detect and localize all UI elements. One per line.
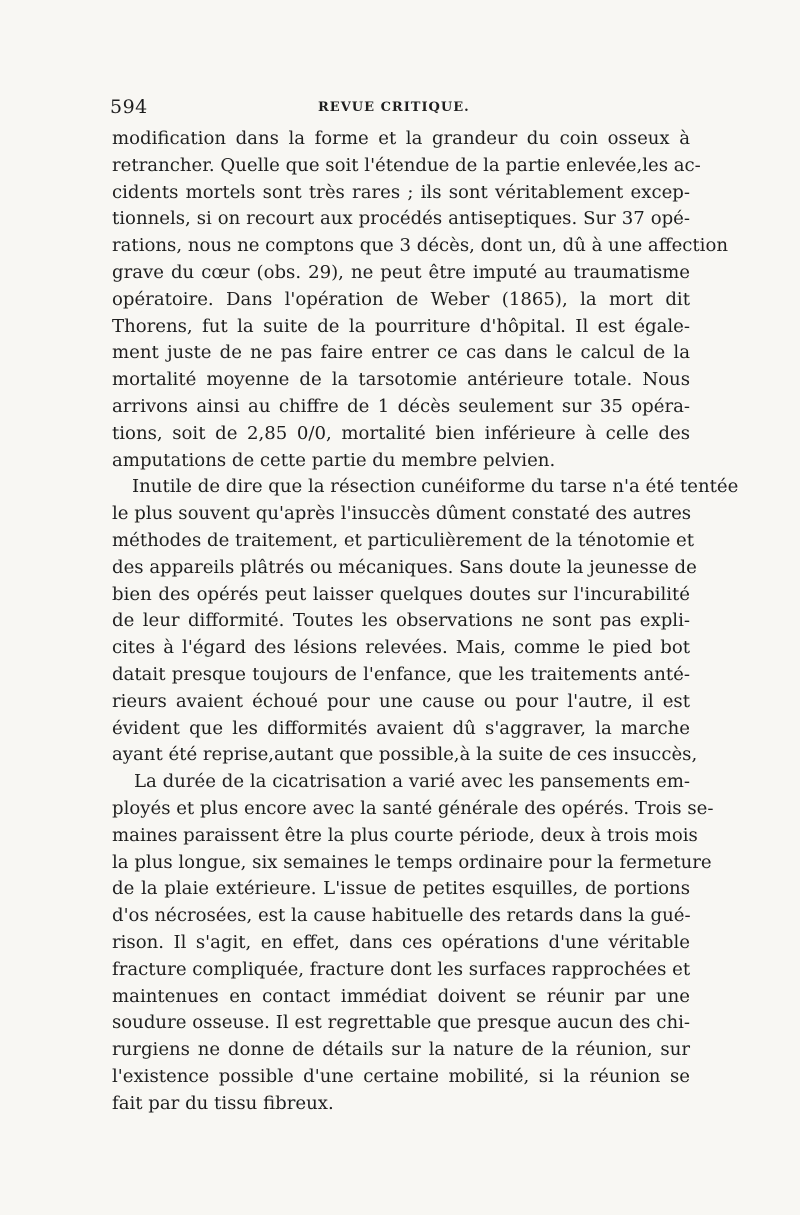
paragraph-2 [112, 474, 739, 769]
text-line: l'existence possible d'une certaine mobilité, si la réunion se [112, 1065, 690, 1087]
text-line: modification dans la forme et la grandeur du coin osseux à [112, 128, 690, 149]
text-line: le plus souvent qu'après l'insuccès dûment constaté des autres [112, 503, 692, 525]
text-line: maines paraissent être la plus courte période, deux à trois mois [112, 824, 698, 846]
text-line: des appareils plâtrés ou mécaniques. Sans doute la jeunesse de [112, 556, 697, 578]
text-line: ayant été reprise,autant que possible,à la suite de ces insuccès, [112, 744, 698, 766]
text-line: rison. Il s'agit, en effet, dans ces opérations d'une véritable [112, 931, 690, 953]
text-line: datait presque toujours de l'enfance, que les traitements anté- [112, 663, 690, 685]
text-line: ment juste de ne pas faire entrer ce cas dans le calcul de la [112, 342, 690, 364]
text-line: Thorens, fut la suite de la pourriture d'hôpital. Il est égale- [112, 315, 690, 337]
text-line: grave du cœur (obs. 29), ne peut être imputé au traumatisme [112, 261, 690, 283]
page-number: 594 [110, 96, 148, 118]
text-line: opératoire. Dans l'opération de Weber (1865), la mort dit [112, 288, 690, 310]
body-text [112, 126, 739, 1117]
text-line: évident que les difformités avaient dû s'aggraver, la marche [112, 717, 690, 739]
text-line: Inutile de dire que la résection cunéiforme du tarse n'a été tentée [132, 476, 739, 498]
paragraph-1 [112, 126, 729, 474]
text-line: méthodes de traitement, et particulièrement de la ténotomie et [112, 529, 695, 551]
text-line: rations, nous ne comptons que 3 décès, dont un, dû à une affection [112, 235, 729, 257]
running-title: REVUE CRITIQUE. [318, 100, 470, 115]
text-line: retrancher. Quelle que soit l'étendue de la partie enlevée,les ac- [112, 154, 701, 176]
text-line: de la plaie extérieure. L'issue de petites esquilles, de portions [112, 878, 690, 900]
text-line: la plus longue, six semaines le temps ordinaire pour la fermeture [112, 851, 712, 873]
text-line: La durée de la cicatrisation a varié avec les pansements em- [134, 771, 690, 793]
text-line: cites à l'égard des lésions relevées. Mais, comme le pied bot [112, 637, 690, 659]
text-line: amputations de cette partie du membre pelvien. [112, 449, 556, 471]
text-line: fait par du tissu fibreux. [112, 1092, 334, 1114]
text-line: tionnels, si on recourt aux procédés antiseptiques. Sur 37 opé- [112, 208, 690, 230]
text-line: rurgiens ne donne de détails sur la nature de la réunion, sur [112, 1039, 690, 1061]
text-line: d'os nécrosées, est la cause habituelle des retards dans la gué- [112, 905, 691, 927]
page-header [110, 96, 695, 130]
text-line: cidents mortels sont très rares ; ils sont véritablement excep- [112, 181, 690, 203]
text-line: de leur difformité. Toutes les observations ne sont pas expli- [112, 610, 690, 632]
text-line: soudure osseuse. Il est regrettable que presque aucun des chi- [112, 1012, 690, 1034]
text-line: arrivons ainsi au chiffre de 1 décès seulement sur 35 opéra- [112, 395, 690, 417]
text-line: mortalité moyenne de la tarsotomie antérieure totale. Nous [112, 369, 690, 391]
text-line: rieurs avaient échoué pour une cause ou pour l'autre, il est [112, 690, 690, 712]
text-line: ployés et plus encore avec la santé générale des opérés. Trois se- [112, 797, 714, 819]
text-line: fracture compliquée, fracture dont les surfaces rapprochées et [112, 958, 691, 980]
text-line: maintenues en contact immédiat doivent se réunir par une [112, 985, 690, 1007]
paragraph-3 [112, 769, 714, 1117]
text-line: tions, soit de 2,85 0/0, mortalité bien inférieure à celle des [112, 422, 690, 444]
text-line: bien des opérés peut laisser quelques doutes sur l'incurabilité [112, 583, 690, 605]
